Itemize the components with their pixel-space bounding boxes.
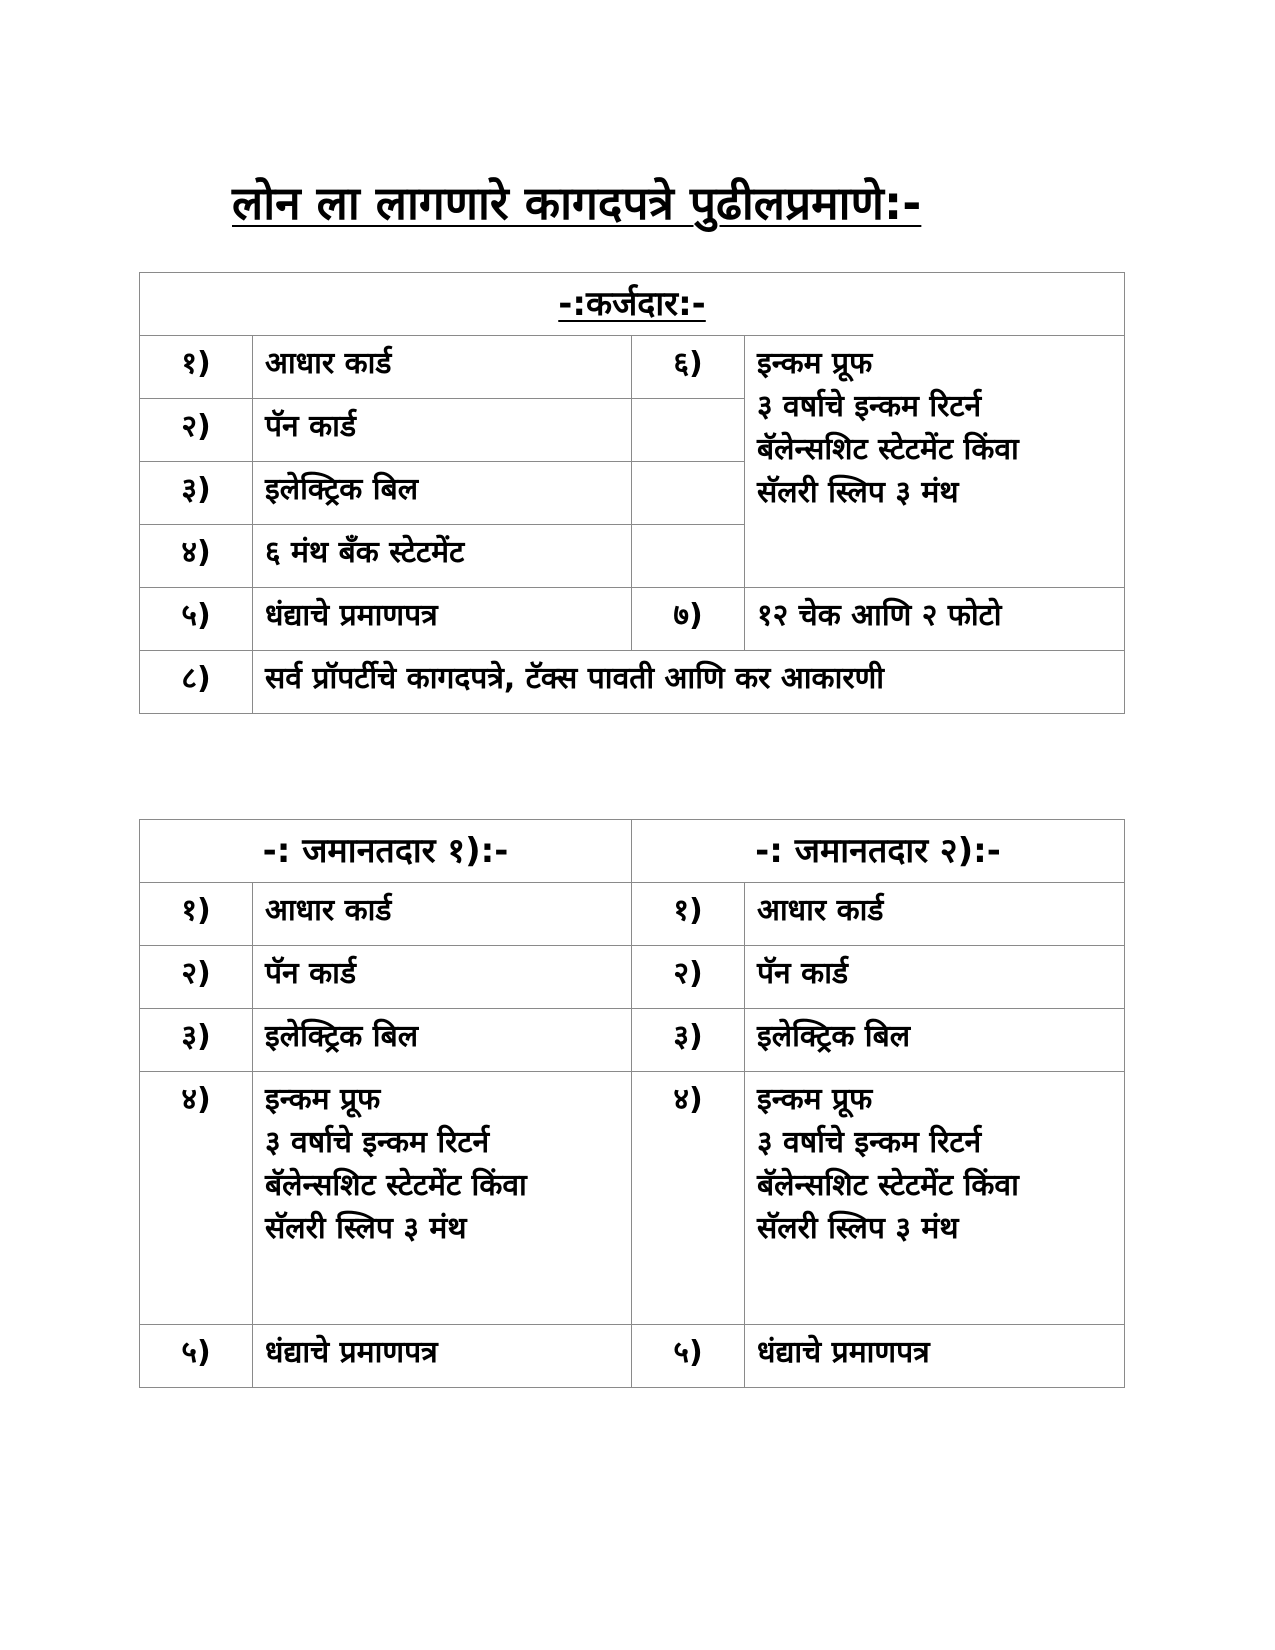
empty-cell [632, 525, 745, 588]
income-proof-line: सॅलरी स्लिप ३ मंथ [265, 1211, 467, 1246]
row-number: १) [140, 336, 253, 399]
document-label: इलेक्ट्रिक बिल [253, 1009, 632, 1072]
document-label: पॅन कार्ड [253, 946, 632, 1009]
row-number: ३) [140, 1009, 253, 1072]
document-label: धंद्याचे प्रमाणपत्र [745, 1325, 1125, 1388]
borrower-heading: -:कर्जदार:- [558, 284, 706, 324]
income-proof-line: ३ वर्षाचे इन्कम रिटर्न [265, 1125, 490, 1160]
row-number: २) [140, 399, 253, 462]
table-row [140, 1072, 1125, 1325]
document-label: धंद्याचे प्रमाणपत्र [253, 1325, 632, 1388]
income-proof-line: इन्कम प्रूफ [757, 346, 873, 381]
empty-cell [632, 399, 745, 462]
row-number: २) [632, 946, 745, 1009]
row-number: २) [140, 946, 253, 1009]
guarantor-2-heading: -: जमानतदार २):- [632, 820, 1125, 883]
guarantor-1-heading: -: जमानतदार १):- [140, 820, 632, 883]
income-proof-line: बॅलेन्सशिट स्टेटमेंट किंवा [265, 1168, 527, 1203]
borrower-heading-cell [140, 273, 1125, 336]
empty-cell [632, 462, 745, 525]
document-label: इलेक्ट्रिक बिल [253, 462, 632, 525]
row-number: १) [140, 883, 253, 946]
income-proof-line: बॅलेन्सशिट स्टेटमेंट किंवा [757, 432, 1019, 467]
row-number: ५) [632, 1325, 745, 1388]
income-proof-cell [253, 1072, 632, 1325]
page-title: लोन ला लागणारे कागदपत्रे पुढीलप्रमाणे:- [232, 176, 922, 230]
income-proof-line: इन्कम प्रूफ [757, 1082, 873, 1117]
income-proof-cell [745, 1072, 1125, 1325]
income-proof-line: बॅलेन्सशिट स्टेटमेंट किंवा [757, 1168, 1019, 1203]
borrower-documents-table [139, 272, 1125, 714]
income-proof-line: सॅलरी स्लिप ३ मंथ [757, 475, 959, 510]
document-label: धंद्याचे प्रमाणपत्र [253, 588, 632, 651]
borrower-heading-row [140, 273, 1125, 336]
income-proof-line: सॅलरी स्लिप ३ मंथ [757, 1211, 959, 1246]
document-label: आधार कार्ड [253, 883, 632, 946]
row-number: ३) [140, 462, 253, 525]
table-row [140, 946, 1125, 1009]
document-label: पॅन कार्ड [253, 399, 632, 462]
row-number: ६) [632, 336, 745, 399]
row-number: ३) [632, 1009, 745, 1072]
row-number: ८) [140, 651, 253, 714]
guarantor-heading-row [140, 820, 1125, 883]
row-number: ५) [140, 588, 253, 651]
table-row [140, 588, 1125, 651]
guarantor-documents-table [139, 819, 1125, 1388]
row-number: ७) [632, 588, 745, 651]
table-row [140, 883, 1125, 946]
table-row [140, 651, 1125, 714]
table-row [140, 1325, 1125, 1388]
document-label: ६ मंथ बँक स्टेटमेंट [253, 525, 632, 588]
row-number: १) [632, 883, 745, 946]
table-row [140, 1009, 1125, 1072]
table-row [140, 336, 1125, 399]
income-proof-line: ३ वर्षाचे इन्कम रिटर्न [757, 1125, 982, 1160]
document-label: पॅन कार्ड [745, 946, 1125, 1009]
document-label: १२ चेक आणि २ फोटो [745, 588, 1125, 651]
row-number: ५) [140, 1325, 253, 1388]
document-label: आधार कार्ड [253, 336, 632, 399]
income-proof-line: ३ वर्षाचे इन्कम रिटर्न [757, 389, 982, 424]
row-number: ४) [632, 1072, 745, 1325]
income-proof-cell [745, 336, 1125, 588]
document-label: इलेक्ट्रिक बिल [745, 1009, 1125, 1072]
row-number: ४) [140, 1072, 253, 1325]
income-proof-line: इन्कम प्रूफ [265, 1082, 381, 1117]
document-label: आधार कार्ड [745, 883, 1125, 946]
document-label: सर्व प्रॉपर्टीचे कागदपत्रे, टॅक्स पावती आणि कर आकारणी [253, 651, 1125, 714]
row-number: ४) [140, 525, 253, 588]
